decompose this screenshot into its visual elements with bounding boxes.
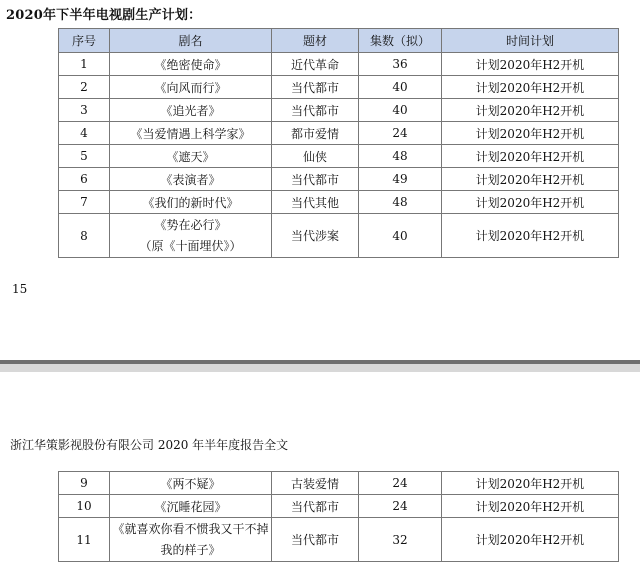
document-header: 浙江华策影视股份有限公司 2020 年半年度报告全文 <box>10 438 289 452</box>
cell-title <box>110 214 272 258</box>
cell-episodes: 24 <box>359 472 442 495</box>
cell-genre: 当代都市 <box>272 495 359 518</box>
header-schedule: 时间计划 <box>442 29 619 53</box>
cell-episodes: 48 <box>359 191 442 214</box>
cell-schedule: 计划2020年H2开机 <box>442 472 619 495</box>
cell-schedule: 计划2020年H2开机 <box>442 518 619 562</box>
cell-number: 5 <box>59 145 110 168</box>
cell-episodes: 40 <box>359 214 442 258</box>
title-line: 《两不疑》 <box>160 476 221 491</box>
cell-title <box>110 145 272 168</box>
cell-number: 3 <box>59 99 110 122</box>
cell-genre: 当代其他 <box>272 191 359 214</box>
cell-title <box>110 53 272 76</box>
cell-title <box>110 472 272 495</box>
title-line: 《绝密使命》 <box>154 57 227 72</box>
table-row <box>59 122 619 145</box>
cell-number: 6 <box>59 168 110 191</box>
table-row <box>59 168 619 191</box>
cell-number: 9 <box>59 472 110 495</box>
cell-episodes: 24 <box>359 495 442 518</box>
table-body <box>59 472 619 562</box>
cell-episodes: 40 <box>359 76 442 99</box>
cell-schedule: 计划2020年H2开机 <box>442 145 619 168</box>
cell-schedule: 计划2020年H2开机 <box>442 191 619 214</box>
cell-schedule: 计划2020年H2开机 <box>442 122 619 145</box>
page-number: 15 <box>12 282 28 296</box>
table-row <box>59 53 619 76</box>
cell-episodes: 40 <box>359 99 442 122</box>
cell-schedule: 计划2020年H2开机 <box>442 76 619 99</box>
cell-number: 2 <box>59 76 110 99</box>
cell-number: 8 <box>59 214 110 258</box>
table-row <box>59 76 619 99</box>
cell-number: 11 <box>59 518 110 562</box>
table-row <box>59 99 619 122</box>
title-line: 《追光者》 <box>160 103 221 118</box>
title-line: 《我们的新时代》 <box>142 195 239 210</box>
table-row <box>59 214 619 258</box>
cell-title <box>110 76 272 99</box>
cell-title <box>110 495 272 518</box>
cell-genre: 当代都市 <box>272 99 359 122</box>
cell-genre: 古装爱情 <box>272 472 359 495</box>
table-header-row <box>59 29 619 53</box>
cell-episodes: 32 <box>359 518 442 562</box>
cell-genre: 当代涉案 <box>272 214 359 258</box>
title-line: 《向风而行》 <box>154 80 227 95</box>
cell-title <box>110 191 272 214</box>
page-divider <box>0 360 640 372</box>
header-episodes: 集数（拟） <box>359 29 442 53</box>
table-row <box>59 495 619 518</box>
table-body <box>59 53 619 258</box>
title-line: 《就喜欢你看不惯我又干不掉 <box>112 521 269 536</box>
production-plan-table <box>58 28 619 258</box>
cell-genre: 近代革命 <box>272 53 359 76</box>
cell-title <box>110 518 272 562</box>
header-genre: 题材 <box>272 29 359 53</box>
cell-genre: 都市爱情 <box>272 122 359 145</box>
cell-genre: 当代都市 <box>272 518 359 562</box>
cell-episodes: 48 <box>359 145 442 168</box>
table-row <box>59 191 619 214</box>
title-line: 《遮天》 <box>166 149 215 164</box>
title-line: （原《十面埋伏》） <box>139 238 242 253</box>
cell-episodes: 49 <box>359 168 442 191</box>
table-row <box>59 518 619 562</box>
title-line: 《表演者》 <box>160 172 221 187</box>
table-row <box>59 472 619 495</box>
cell-number: 1 <box>59 53 110 76</box>
cell-number: 7 <box>59 191 110 214</box>
title-line: 《势在必行》 <box>154 217 227 232</box>
title-line: 我的样子》 <box>160 542 221 557</box>
cell-title <box>110 122 272 145</box>
cell-genre: 当代都市 <box>272 76 359 99</box>
header-title: 剧名 <box>110 29 272 53</box>
cell-genre: 仙侠 <box>272 145 359 168</box>
title-line: 《沉睡花园》 <box>154 499 227 514</box>
cell-title <box>110 99 272 122</box>
cell-title <box>110 168 272 191</box>
title-line: 《当爱情遇上科学家》 <box>130 126 251 141</box>
cell-schedule: 计划2020年H2开机 <box>442 214 619 258</box>
cell-episodes: 36 <box>359 53 442 76</box>
cell-schedule: 计划2020年H2开机 <box>442 53 619 76</box>
cell-schedule: 计划2020年H2开机 <box>442 99 619 122</box>
cell-episodes: 24 <box>359 122 442 145</box>
cell-genre: 当代都市 <box>272 168 359 191</box>
production-plan-table-continued <box>58 471 619 562</box>
table-row <box>59 145 619 168</box>
cell-number: 4 <box>59 122 110 145</box>
cell-schedule: 计划2020年H2开机 <box>442 495 619 518</box>
cell-number: 10 <box>59 495 110 518</box>
header-number: 序号 <box>59 29 110 53</box>
page-title: 2020年下半年电视剧生产计划： <box>6 8 202 23</box>
cell-schedule: 计划2020年H2开机 <box>442 168 619 191</box>
